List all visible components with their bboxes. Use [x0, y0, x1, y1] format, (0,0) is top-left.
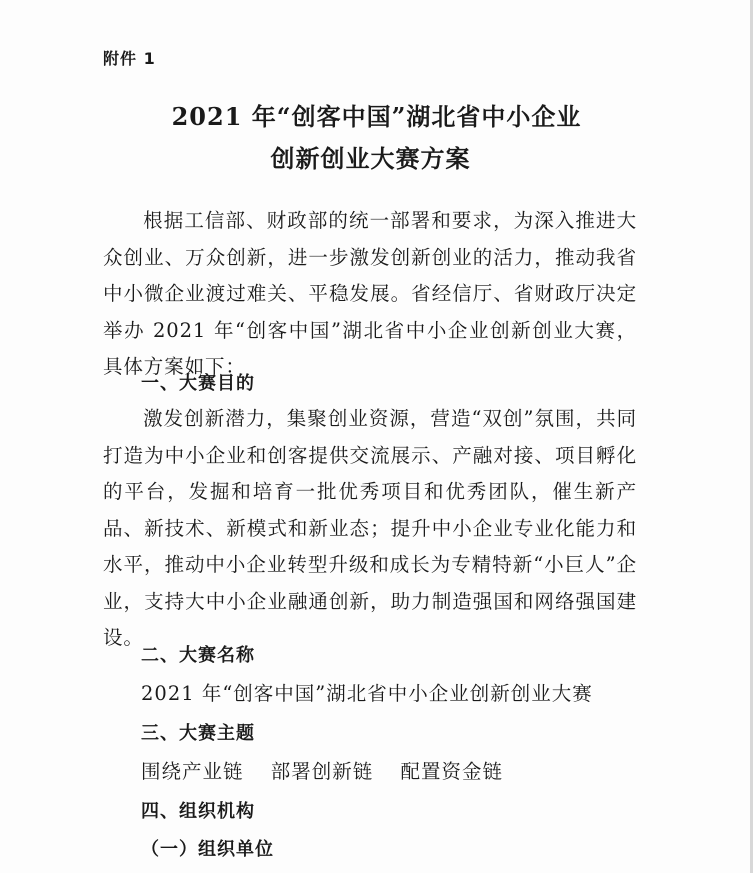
section-heading-name: 二、大赛名称 [141, 645, 255, 666]
theme-item: 部署创新链 [270, 760, 374, 783]
theme-item: 配置资金链 [400, 760, 503, 783]
sub-heading-organizer: （一）组织单位 [141, 839, 274, 860]
purpose-text: 激发创新潜力，集聚创业资源，营造“双创”氛围，共同打造为中小企业和创客提供交流展示、产融对接、项目孵化的平台，发掘和培育一批优秀项目和优秀团队，催生新产品、新技术、新模式和新业态；提升中小企业专业化能力和水平，推动中小企业转型升级和成长为专精特新“小巨人”企业，支持大中小企业融通创新，助力制造强国和网络强国建设。 [103, 407, 637, 649]
purpose-paragraph [103, 401, 637, 657]
attachment-label: 附件 1 [103, 49, 156, 68]
section-heading-theme: 三、大赛主题 [141, 723, 255, 744]
section-heading-purpose: 一、大赛目的 [141, 373, 255, 394]
document-title-line-2: 创新创业大赛方案 [270, 144, 471, 173]
intro-paragraph [103, 203, 637, 386]
contest-name: 2021 年“创客中国”湖北省中小企业创新创业大赛 [141, 682, 593, 705]
document-title-line-1: 2021 年“创客中国”湖北省中小企业 [171, 102, 582, 131]
intro-text: 根据工信部、财政部的统一部署和要求，为深入推进大众创业、万众创新，进一步激发创新创业的活力，推动我省中小微企业渡过难关、平稳发展。省经信厅、省财政厅决定举办 2021 年“创客中国”湖北省中小企业创新创业大赛，具体方案如下： [103, 209, 637, 378]
theme-list [141, 756, 523, 784]
section-heading-organization: 四、组织机构 [141, 801, 255, 822]
theme-item: 围绕产业链 [141, 760, 244, 783]
